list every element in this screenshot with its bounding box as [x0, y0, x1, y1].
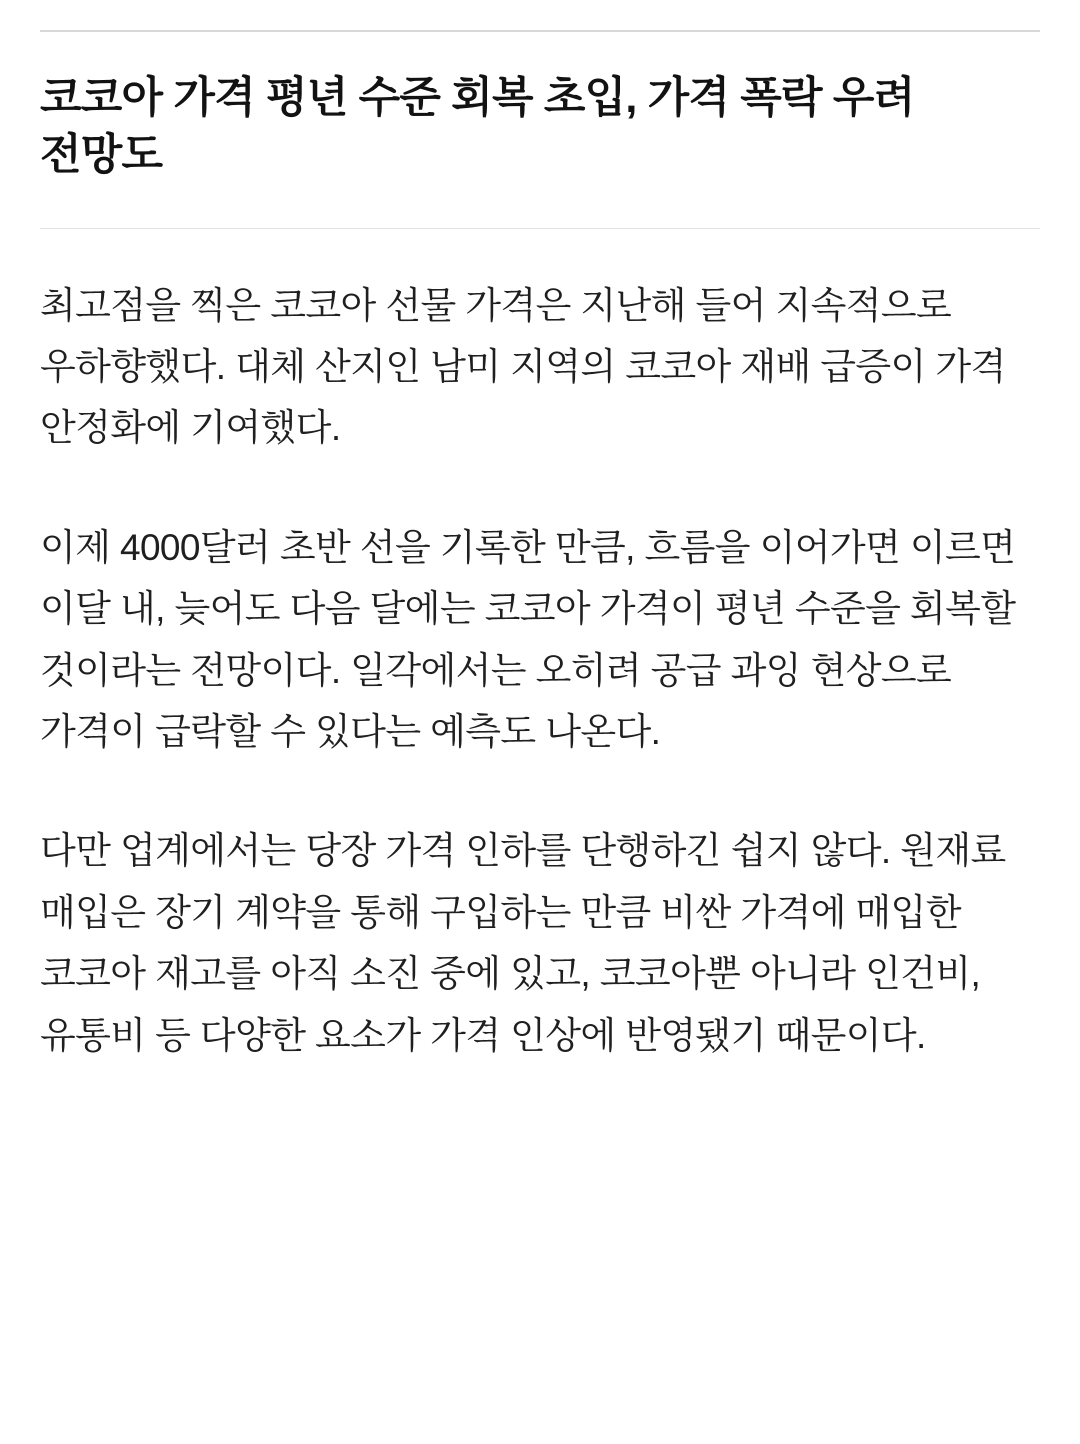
- top-divider: [40, 30, 1040, 32]
- article-page: [0, 30, 1080, 1066]
- article-paragraph: 최고점을 찍은 코코아 선물 가격은 지난해 들어 지속적으로 우하향했다. 대체 산지인 남미 지역의 코코아 재배 급증이 가격 안정화에 기여했다.: [40, 284, 1006, 449]
- page-title: 코코아 가격 평년 수준 회복 초입, 가격 폭락 우려 전망도: [40, 74, 915, 179]
- article-body: [40, 275, 1040, 1066]
- article-paragraph: 이제 4000달러 초반 선을 기록한 만큼, 흐름을 이어가면 이르면 이달 내, 늦어도 다음 달에는 코코아 가격이 평년 수준을 회복할 것이라는 전망이다. 일각에서는 오히려 공급 과잉 현상으로 가격이 급락할 수 있다는 예측도 나온다.: [40, 526, 1016, 752]
- article-paragraph: 다만 업계에서는 당장 가격 인하를 단행하긴 쉽지 않다. 원재료 매입은 장기 계약을 통해 구입하는 만큼 비싼 가격에 매입한 코코아 재고를 아직 소진 중에 있고, 코코아뿐 아니라 인건비, 유통비 등 다양한 요소가 가격 인상에 반영됐기 때문이다.: [40, 830, 1006, 1056]
- title-divider: [40, 228, 1040, 229]
